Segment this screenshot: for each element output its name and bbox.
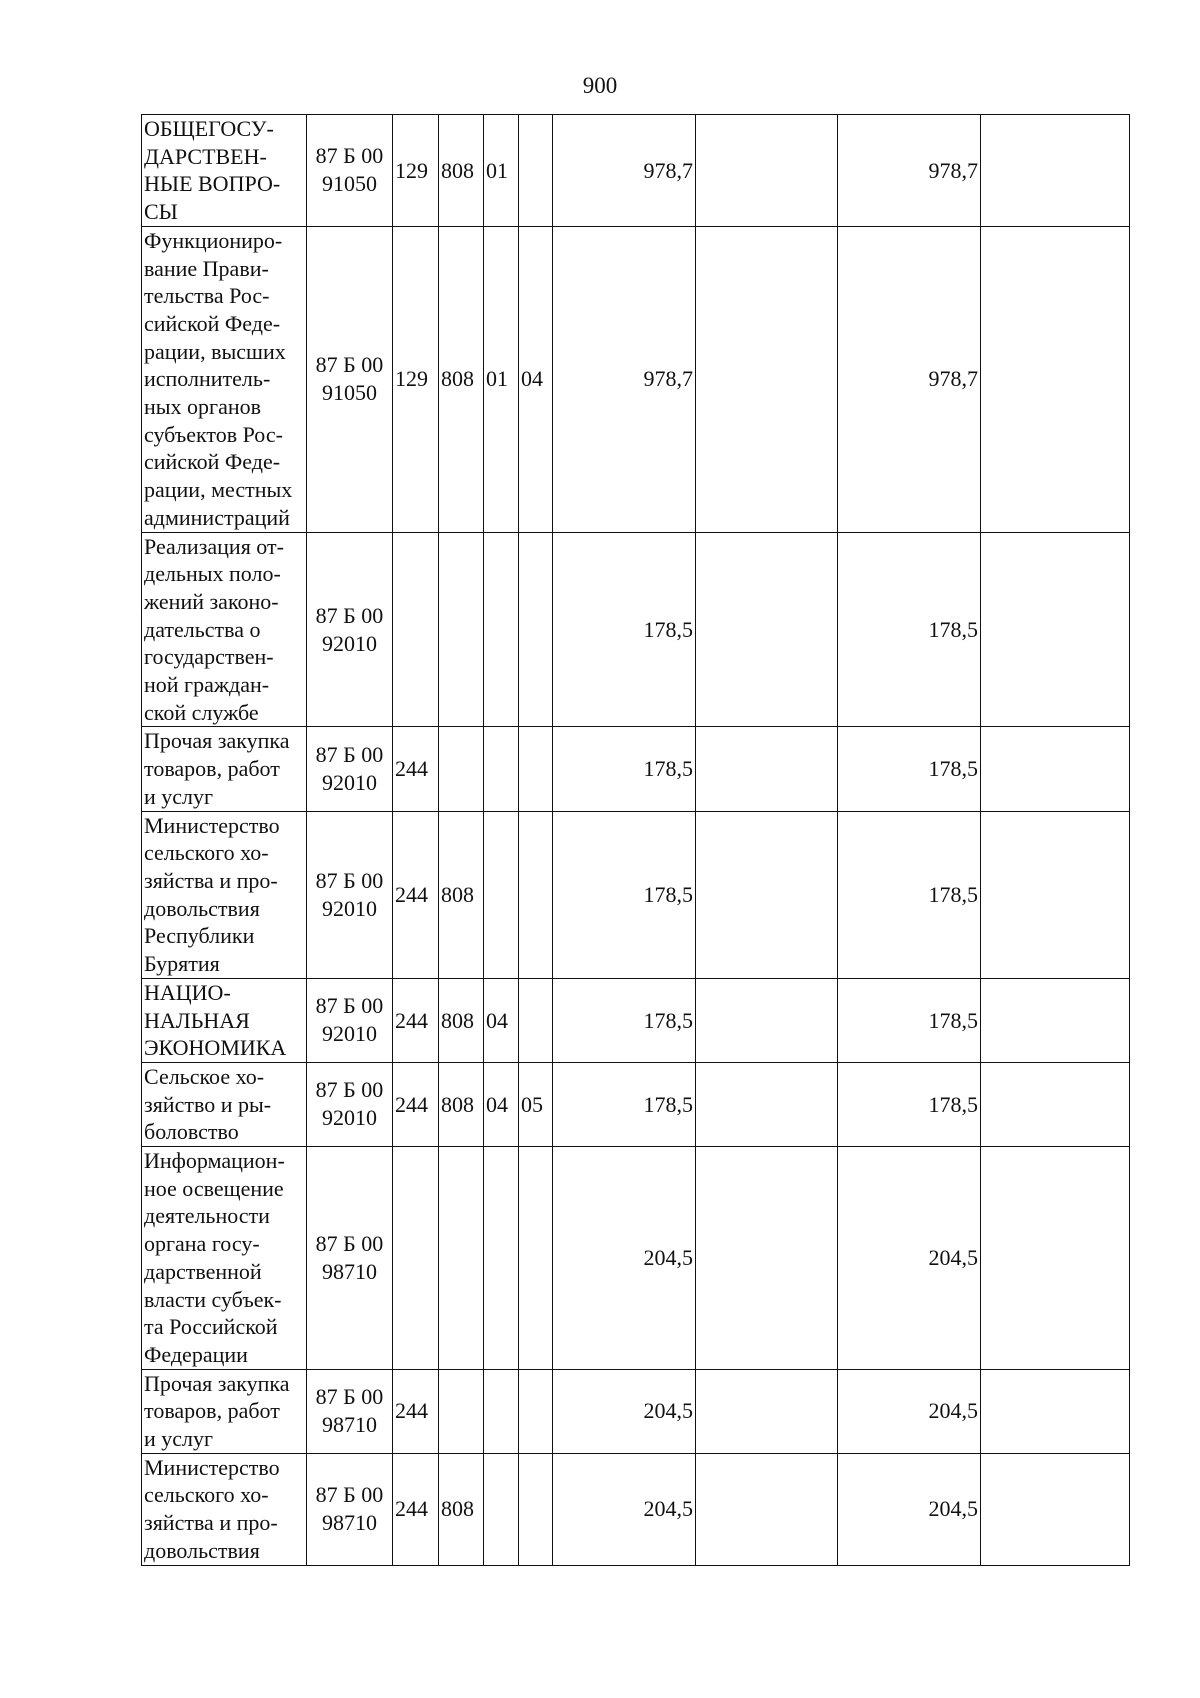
row-code-line: 98710 [322, 1258, 377, 1284]
row-code-line: 92010 [322, 895, 377, 921]
row-vr-cell: 244 [393, 811, 439, 978]
row-code-line: 92010 [322, 630, 377, 656]
row-code-line: 92010 [322, 770, 377, 796]
row-rz-cell [484, 1453, 519, 1565]
row-name-cell [142, 226, 307, 532]
row-name-line: Информацион- [144, 1148, 285, 1174]
row-name-line: НЫЕ ВОПРО- [144, 171, 281, 197]
row-name-cell [142, 811, 307, 978]
row-code-cell [307, 1453, 393, 1565]
row-name-line: государствен- [144, 644, 274, 670]
row-rz-cell: 04 [484, 1062, 519, 1146]
row-sum2-cell [696, 978, 838, 1062]
row-code-line: 92010 [322, 1021, 377, 1047]
row-name-cell [142, 1147, 307, 1370]
row-name-cell [142, 115, 307, 227]
row-sum1-cell: 178,5 [553, 532, 696, 727]
row-name-line: СЫ [144, 199, 178, 225]
row-sum2-cell [696, 532, 838, 727]
row-name-line: рации, высших [144, 338, 286, 364]
row-name-line: Министерство [144, 1454, 280, 1480]
row-name-line: ской службе [144, 699, 259, 725]
row-name-line: и услуг [144, 783, 214, 809]
row-name-line: дательства о [144, 616, 261, 642]
row-pr-cell [519, 978, 553, 1062]
row-sum4-cell [981, 1369, 1130, 1453]
row-code-line: 87 Б 00 [315, 602, 384, 628]
row-sum1-cell: 178,5 [553, 978, 696, 1062]
row-vr-cell [393, 1147, 439, 1370]
row-code-cell [307, 1062, 393, 1146]
row-name-line: ДАРСТВЕН- [144, 143, 267, 169]
row-grbs-cell: 808 [439, 811, 484, 978]
row-name-cell [142, 1062, 307, 1146]
row-name-cell [142, 978, 307, 1062]
row-sum4-cell [981, 978, 1130, 1062]
row-name-line: администраций [144, 504, 290, 530]
row-sum1-cell: 204,5 [553, 1369, 696, 1453]
row-pr-cell [519, 115, 553, 227]
row-pr-cell [519, 727, 553, 811]
row-name-line: ОБЩЕГОСУ- [144, 116, 274, 141]
row-name-line: Прочая закупка [144, 728, 290, 754]
row-sum3-cell: 178,5 [838, 811, 981, 978]
row-code-line: 87 Б 00 [315, 993, 384, 1019]
row-name-line: Сельское хо- [144, 1063, 265, 1089]
row-code-line: 87 Б 00 [315, 352, 384, 378]
row-vr-cell: 244 [393, 1453, 439, 1565]
row-rz-cell [484, 727, 519, 811]
row-sum3-cell: 978,7 [838, 115, 981, 227]
row-sum1-cell: 978,7 [553, 115, 696, 227]
row-sum2-cell [696, 1062, 838, 1146]
row-code-line: 92010 [322, 1105, 377, 1131]
row-name-line: Министерство [144, 812, 280, 838]
row-sum3-cell: 178,5 [838, 978, 981, 1062]
row-pr-cell [519, 1369, 553, 1453]
row-rz-cell [484, 1147, 519, 1370]
row-grbs-cell [439, 1369, 484, 1453]
row-code-cell [307, 1369, 393, 1453]
row-sum3-cell: 978,7 [838, 226, 981, 532]
row-name-line: тельства Рос- [144, 283, 270, 309]
row-code-line: 98710 [322, 1510, 377, 1536]
row-rz-cell [484, 532, 519, 727]
row-code-cell [307, 115, 393, 227]
row-name-line: ной граждан- [144, 672, 270, 698]
table-row [142, 532, 1130, 727]
row-sum4-cell [981, 727, 1130, 811]
row-vr-cell: 244 [393, 727, 439, 811]
row-name-line: зяйства и про- [144, 867, 278, 893]
row-sum1-cell: 204,5 [553, 1453, 696, 1565]
row-grbs-cell [439, 532, 484, 727]
row-name-line: довольствия [144, 1537, 260, 1563]
row-name-line: Федерации [144, 1341, 248, 1367]
row-code-cell [307, 727, 393, 811]
row-rz-cell [484, 1369, 519, 1453]
row-name-line: рации, местных [144, 477, 293, 503]
row-name-line: вание Прави- [144, 255, 269, 281]
row-grbs-cell: 808 [439, 978, 484, 1062]
row-code-cell [307, 532, 393, 727]
row-sum4-cell [981, 811, 1130, 978]
row-code-line: 87 Б 00 [315, 1077, 384, 1103]
row-pr-cell [519, 1453, 553, 1565]
row-code-line: 87 Б 00 [315, 742, 384, 768]
row-name-line: сельского хо- [144, 840, 269, 866]
row-name-line: ных органов [144, 394, 262, 420]
row-name-cell [142, 1453, 307, 1565]
row-grbs-cell: 808 [439, 1453, 484, 1565]
row-name-line: товаров, работ [144, 756, 280, 782]
row-name-cell [142, 1369, 307, 1453]
row-name-line: зяйства и про- [144, 1510, 278, 1536]
row-code-cell [307, 226, 393, 532]
row-name-line: Прочая закупка [144, 1370, 290, 1396]
row-name-line: сийской Феде- [144, 449, 281, 475]
table-row [142, 1062, 1130, 1146]
row-name-line: сийской Феде- [144, 310, 281, 336]
row-vr-cell: 244 [393, 978, 439, 1062]
row-name-line: довольствия [144, 895, 260, 921]
row-code-cell [307, 978, 393, 1062]
row-code-line: 87 Б 00 [315, 1384, 384, 1410]
table-row [142, 727, 1130, 811]
row-name-line: сельского хо- [144, 1482, 269, 1508]
table-row [142, 1147, 1130, 1370]
row-code-line: 87 Б 00 [315, 867, 384, 893]
table-body [142, 115, 1130, 1566]
row-name-line: власти субъек- [144, 1286, 282, 1312]
row-sum2-cell [696, 115, 838, 227]
row-sum3-cell: 178,5 [838, 727, 981, 811]
row-pr-cell [519, 811, 553, 978]
row-vr-cell: 129 [393, 115, 439, 227]
row-sum1-cell: 178,5 [553, 727, 696, 811]
row-name-line: дельных поло- [144, 561, 281, 587]
row-name-line: Республики [144, 923, 255, 949]
row-sum1-cell: 978,7 [553, 226, 696, 532]
row-vr-cell: 244 [393, 1062, 439, 1146]
row-sum3-cell: 178,5 [838, 1062, 981, 1146]
row-grbs-cell: 808 [439, 226, 484, 532]
row-vr-cell: 129 [393, 226, 439, 532]
table-row [142, 1369, 1130, 1453]
row-name-line: и услуг [144, 1426, 214, 1452]
row-pr-cell [519, 1147, 553, 1370]
row-pr-cell: 04 [519, 226, 553, 532]
table-row [142, 115, 1130, 227]
row-rz-cell: 01 [484, 115, 519, 227]
row-name-line: НАЦИО- [144, 979, 231, 1005]
row-name-line: ЭКОНОМИКА [144, 1035, 287, 1061]
row-code-line: 91050 [322, 380, 377, 406]
row-pr-cell [519, 532, 553, 727]
row-name-line: дарственной [144, 1258, 262, 1284]
row-name-line: деятельности [144, 1203, 270, 1229]
row-name-cell [142, 727, 307, 811]
row-name-line: жений законо- [144, 588, 279, 614]
row-sum2-cell [696, 1147, 838, 1370]
row-sum2-cell [696, 727, 838, 811]
row-vr-cell: 244 [393, 1369, 439, 1453]
table-row [142, 978, 1130, 1062]
budget-table [141, 114, 1130, 1566]
row-name-line: органа госу- [144, 1231, 260, 1257]
row-code-line: 98710 [322, 1412, 377, 1438]
row-name-cell [142, 532, 307, 727]
row-code-line: 91050 [322, 171, 377, 197]
row-rz-cell [484, 811, 519, 978]
row-sum1-cell: 178,5 [553, 1062, 696, 1146]
row-name-line: товаров, работ [144, 1398, 280, 1424]
row-sum4-cell [981, 115, 1130, 227]
row-sum1-cell: 204,5 [553, 1147, 696, 1370]
row-name-line: Бурятия [144, 951, 220, 977]
row-sum4-cell [981, 1062, 1130, 1146]
row-code-line: 87 Б 00 [315, 143, 384, 169]
row-name-line: боловство [144, 1119, 239, 1145]
row-vr-cell [393, 532, 439, 727]
row-name-line: Функциониро- [144, 227, 283, 253]
row-name-line: та Российской [144, 1314, 278, 1340]
row-code-line: 87 Б 00 [315, 1482, 384, 1508]
row-sum2-cell [696, 226, 838, 532]
row-sum3-cell: 204,5 [838, 1147, 981, 1370]
row-grbs-cell: 808 [439, 115, 484, 227]
row-code-cell [307, 811, 393, 978]
row-sum3-cell: 178,5 [838, 532, 981, 727]
row-sum2-cell [696, 1453, 838, 1565]
row-sum4-cell [981, 1147, 1130, 1370]
row-rz-cell: 04 [484, 978, 519, 1062]
row-name-line: ное освещение [144, 1175, 284, 1201]
row-grbs-cell [439, 1147, 484, 1370]
row-sum4-cell [981, 226, 1130, 532]
row-sum2-cell [696, 1369, 838, 1453]
row-code-cell [307, 1147, 393, 1370]
row-pr-cell: 05 [519, 1062, 553, 1146]
row-sum1-cell: 178,5 [553, 811, 696, 978]
row-name-line: субъектов Рос- [144, 421, 283, 447]
row-sum4-cell [981, 532, 1130, 727]
row-code-line: 87 Б 00 [315, 1230, 384, 1256]
row-sum3-cell: 204,5 [838, 1453, 981, 1565]
row-name-line: исполнитель- [144, 366, 271, 392]
row-rz-cell: 01 [484, 226, 519, 532]
row-grbs-cell: 808 [439, 1062, 484, 1146]
row-sum2-cell [696, 811, 838, 978]
row-sum4-cell [981, 1453, 1130, 1565]
table-row [142, 1453, 1130, 1565]
row-grbs-cell [439, 727, 484, 811]
row-name-line: зяйство и ры- [144, 1091, 272, 1117]
row-name-line: НАЛЬНАЯ [144, 1007, 250, 1033]
row-sum3-cell: 204,5 [838, 1369, 981, 1453]
table-row [142, 811, 1130, 978]
row-name-line: Реализация от- [144, 533, 284, 559]
table-row [142, 226, 1130, 532]
page-number: 900 [582, 73, 618, 98]
